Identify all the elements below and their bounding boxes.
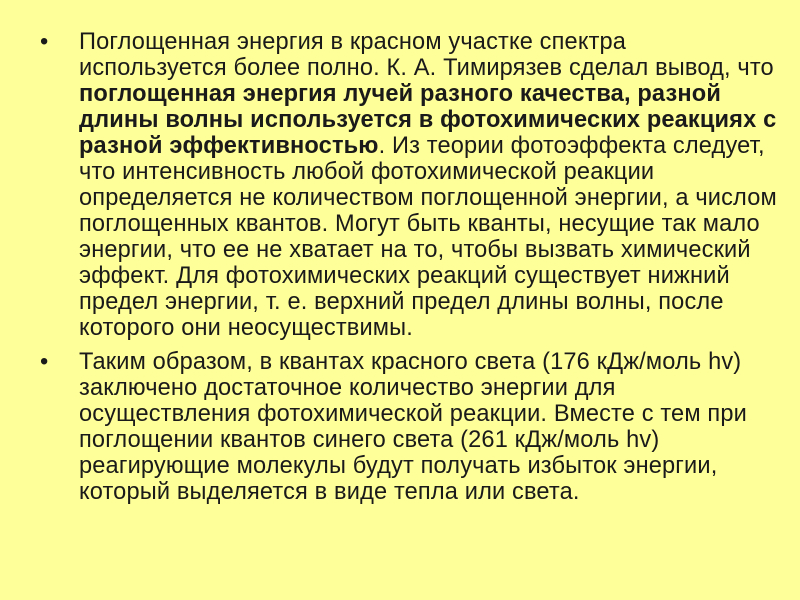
bullet-1-bold-text: поглощенная энергия лучей разного качества, разной длины волны используется в фотохимических реакциях с разной эффективностью: [79, 81, 777, 159]
bullet-icon: •: [40, 349, 49, 375]
bullet-1-text-start: Поглощенная энергия в красном участке спектра используется более полно. К. А. Тимирязев сделал вывод, что: [79, 29, 774, 81]
bullet-list: [40, 29, 780, 505]
bullet-item-2: [40, 349, 780, 505]
bullet-2-text: Таким образом, в квантах красного света (176 кДж/моль hv) заключено достаточное количество энергии для осуществления фотохимической реакции. Вместе с тем при поглощении квантов синего света (261 кДж/моль hv) реагирующие молекулы будут получать избыток энергии, который выделяется в виде тепла или света.: [79, 349, 747, 505]
bullet-item-1: [40, 29, 780, 341]
bullet-1-text-end: . Из теории фотоэффекта следует, что интенсивность любой фотохимической реакции определяется не количеством поглощенной энергии, а числом поглощенных квантов. Могут быть кванты, несущие так мало энергии, что ее не хватает на то, чтобы вызвать химический эффект. Для фотохимических реакций существует нижний предел энергии, т. е. верхний предел длины волны, после которого они неосуществимы.: [79, 133, 777, 341]
bullet-icon: •: [40, 29, 49, 55]
